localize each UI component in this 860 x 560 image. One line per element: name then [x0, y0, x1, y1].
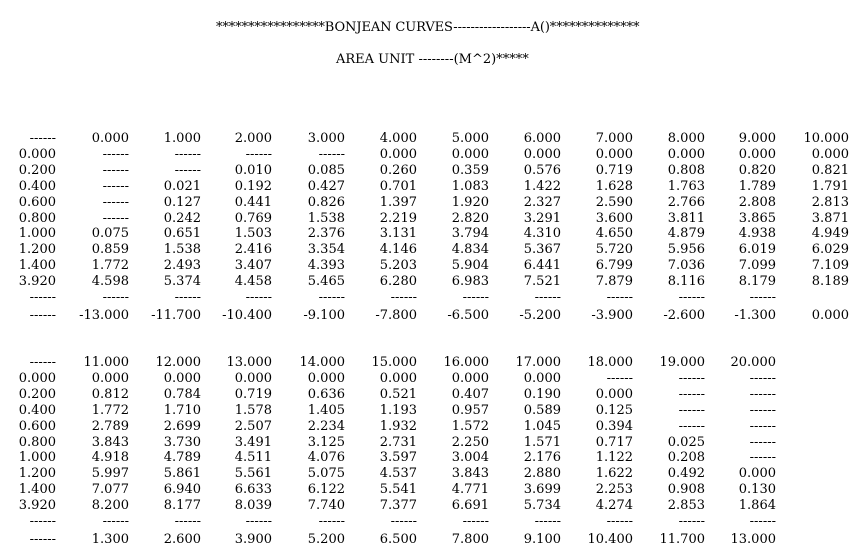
separator-cell: ------	[606, 514, 633, 529]
column-header: 13.000	[226, 355, 272, 370]
table-cell: 4.458	[234, 274, 272, 290]
table-cell: 0.000	[523, 146, 561, 162]
separator-cell: ------	[390, 290, 417, 305]
table-cell: 6.280	[379, 274, 417, 290]
table-cell: 8.200	[91, 498, 129, 514]
table-cell: 1.571	[523, 434, 561, 450]
table-cell: 0.821	[811, 162, 849, 178]
table-cell: 4.918	[91, 450, 129, 466]
table-cell: 0.000	[163, 370, 201, 386]
row-label: 0.800	[18, 434, 56, 450]
table-cell: 0.000	[738, 146, 776, 162]
table-cell: 2.699	[163, 418, 201, 434]
column-header: 17.000	[515, 355, 561, 370]
table-cell: 1.538	[163, 242, 201, 258]
table-cell: 0.908	[667, 482, 705, 498]
footer-cell: -1.300	[734, 307, 776, 323]
column-header: 7.000	[595, 131, 633, 146]
footer-cell: -2.600	[663, 307, 705, 323]
table-cell: 1.193	[379, 402, 417, 418]
table-cell: 4.834	[451, 242, 489, 258]
table-cell: 0.359	[451, 162, 489, 178]
footer-cell: -10.400	[222, 307, 272, 323]
table-cell: ------	[102, 146, 129, 162]
table-cell: 5.075	[307, 466, 345, 482]
table-cell: 5.734	[523, 498, 561, 514]
table-cell: 0.000	[738, 466, 776, 482]
table-cell: ------	[678, 386, 705, 402]
table-cell: 0.427	[307, 178, 345, 194]
table-cell: 3.730	[163, 434, 201, 450]
table-cell: 0.190	[523, 386, 561, 402]
row-label: 1.400	[18, 258, 56, 274]
table-cell: 1.622	[595, 466, 633, 482]
table-cell: 3.843	[91, 434, 129, 450]
table-cell: 0.000	[91, 370, 129, 386]
table-cell: 0.125	[595, 402, 633, 418]
footer-cell: 10.400	[587, 531, 633, 547]
table-cell: 3.491	[234, 434, 272, 450]
footer-cell: -6.500	[447, 307, 489, 323]
table-cell: 4.789	[163, 450, 201, 466]
table-cell: 3.291	[523, 210, 561, 226]
table-cell: 4.598	[91, 274, 129, 290]
separator-cell: ------	[749, 514, 776, 529]
row-label: 0.400	[18, 178, 56, 194]
table-cell: 0.636	[307, 386, 345, 402]
table-cell: 0.000	[379, 370, 417, 386]
table-cell: ------	[174, 146, 201, 162]
column-header: 1.000	[163, 131, 201, 146]
row-label: 3.920	[18, 498, 56, 514]
table-cell: 3.407	[234, 258, 272, 274]
column-header: 11.000	[83, 355, 129, 370]
footer-cell: -11.700	[151, 307, 201, 323]
table-cell: 0.492	[667, 466, 705, 482]
table-cell: 2.327	[523, 194, 561, 210]
table-cell: 7.740	[307, 498, 345, 514]
table-cell: 3.004	[451, 450, 489, 466]
column-header: 12.000	[155, 355, 201, 370]
separator-cell: ------	[678, 514, 705, 529]
footer-cell: 1.300	[91, 531, 129, 547]
table-cell: ------	[678, 370, 705, 386]
table-cell: 0.025	[667, 434, 705, 450]
footer-cell: 2.600	[163, 531, 201, 547]
table-cell: ------	[678, 402, 705, 418]
table-cell: 5.465	[307, 274, 345, 290]
table-cell: 2.820	[451, 210, 489, 226]
table-cell: 0.589	[523, 402, 561, 418]
table-cell: 1.045	[523, 418, 561, 434]
table-cell: 7.109	[811, 258, 849, 274]
table-cell: ------	[102, 178, 129, 194]
table-cell: 0.000	[667, 146, 705, 162]
table-cell: ------	[749, 370, 776, 386]
table-cell: 2.880	[523, 466, 561, 482]
table-cell: 1.791	[811, 178, 849, 194]
footer-cell: -5.200	[519, 307, 561, 323]
table-cell: 5.374	[163, 274, 201, 290]
separator-cell: ------	[174, 290, 201, 305]
table-cell: 7.099	[738, 258, 776, 274]
column-header: 4.000	[379, 131, 417, 146]
table-cell: 7.521	[523, 274, 561, 290]
column-header: 5.000	[451, 131, 489, 146]
footer-cell: 7.800	[451, 531, 489, 547]
column-header: 15.000	[371, 355, 417, 370]
table-cell: 1.422	[523, 178, 561, 194]
column-header: 19.000	[659, 355, 705, 370]
separator-cell: ------	[749, 290, 776, 305]
table-cell: 2.766	[667, 194, 705, 210]
table-cell: 0.394	[595, 418, 633, 434]
table-cell: 1.763	[667, 178, 705, 194]
table-cell: 0.260	[379, 162, 417, 178]
table-cell: ------	[102, 162, 129, 178]
table-cell: 1.789	[738, 178, 776, 194]
row-label: 1.200	[18, 242, 56, 258]
table-cell: 0.826	[307, 194, 345, 210]
table-cell: 0.808	[667, 162, 705, 178]
header-corner: ------	[29, 131, 56, 146]
row-label: 1.000	[18, 226, 56, 242]
table-cell: 5.720	[595, 242, 633, 258]
separator-cell: ------	[462, 514, 489, 529]
table-cell: 1.628	[595, 178, 633, 194]
separator-cell: ------	[678, 290, 705, 305]
table-cell: 4.938	[738, 226, 776, 242]
row-label: 3.920	[18, 274, 56, 290]
table-cell: 5.367	[523, 242, 561, 258]
separator-cell: ------	[245, 514, 272, 529]
table-cell: 6.122	[307, 482, 345, 498]
table-cell: 2.416	[234, 242, 272, 258]
table-cell: 2.234	[307, 418, 345, 434]
footer-cell: 9.100	[523, 531, 561, 547]
column-header: 6.000	[523, 131, 561, 146]
footer-cell: 5.200	[307, 531, 345, 547]
column-header: 8.000	[667, 131, 705, 146]
table-cell: 0.127	[163, 194, 201, 210]
table-cell: 1.864	[738, 498, 776, 514]
table-cell: 1.538	[307, 210, 345, 226]
table-cell: 5.203	[379, 258, 417, 274]
table-cell: 1.772	[91, 258, 129, 274]
row-label: 1.000	[18, 450, 56, 466]
footer-cell: -9.100	[303, 307, 345, 323]
table-cell: 0.957	[451, 402, 489, 418]
table-cell: 0.820	[738, 162, 776, 178]
column-header: 20.000	[730, 355, 776, 370]
table-cell: 1.578	[234, 402, 272, 418]
column-header: 18.000	[587, 355, 633, 370]
row-label: 0.600	[18, 194, 56, 210]
table-cell: 0.407	[451, 386, 489, 402]
table-cell: 5.561	[234, 466, 272, 482]
column-header: 14.000	[299, 355, 345, 370]
table-cell: ------	[749, 434, 776, 450]
table-cell: 4.393	[307, 258, 345, 274]
table-cell: 3.131	[379, 226, 417, 242]
table-cell: ------	[749, 418, 776, 434]
separator-cell: ------	[102, 514, 129, 529]
table-cell: 1.932	[379, 418, 417, 434]
table-cell: 6.633	[234, 482, 272, 498]
table-cell: 0.000	[595, 146, 633, 162]
row-label: 0.000	[18, 370, 56, 386]
table-cell: ------	[102, 194, 129, 210]
row-label: 0.400	[18, 402, 56, 418]
table-cell: 6.799	[595, 258, 633, 274]
separator-label: ------	[29, 514, 56, 529]
table-cell: ------	[606, 370, 633, 386]
table-cell: 4.274	[595, 498, 633, 514]
table-cell: 3.843	[451, 466, 489, 482]
table-cell: 1.397	[379, 194, 417, 210]
table-cell: 2.507	[234, 418, 272, 434]
table-cell: 1.920	[451, 194, 489, 210]
table-cell: 0.719	[595, 162, 633, 178]
table-cell: 0.242	[163, 210, 201, 226]
footer-cell: 6.500	[379, 531, 417, 547]
table-cell: 0.010	[234, 162, 272, 178]
table-cell: 4.076	[307, 450, 345, 466]
table-cell: 0.208	[667, 450, 705, 466]
table-cell: 4.771	[451, 482, 489, 498]
table-cell: 5.956	[667, 242, 705, 258]
table-cell: 6.029	[811, 242, 849, 258]
table-cell: 1.710	[163, 402, 201, 418]
table-cell: 0.192	[234, 178, 272, 194]
table-cell: 4.310	[523, 226, 561, 242]
table-cell: ------	[749, 386, 776, 402]
table-cell: 0.000	[234, 370, 272, 386]
table-cell: 0.000	[811, 146, 849, 162]
column-header: 0.000	[91, 131, 129, 146]
row-label: 1.200	[18, 466, 56, 482]
table-cell: 0.859	[91, 242, 129, 258]
table-cell: 3.125	[307, 434, 345, 450]
table-cell: 0.000	[379, 146, 417, 162]
table-cell: 2.253	[595, 482, 633, 498]
column-header: 16.000	[443, 355, 489, 370]
table-cell: ------	[749, 402, 776, 418]
table-cell: 4.879	[667, 226, 705, 242]
separator-cell: ------	[245, 290, 272, 305]
table-cell: ------	[174, 162, 201, 178]
table-cell: 6.983	[451, 274, 489, 290]
table-cell: 3.871	[811, 210, 849, 226]
row-label: 0.200	[18, 386, 56, 402]
table-cell: 5.541	[379, 482, 417, 498]
table-cell: 2.176	[523, 450, 561, 466]
row-label: 0.200	[18, 162, 56, 178]
table-cell: 2.813	[811, 194, 849, 210]
table-cell: 6.019	[738, 242, 776, 258]
table-cell: 3.597	[379, 450, 417, 466]
row-label: 0.600	[18, 418, 56, 434]
table-cell: 4.949	[811, 226, 849, 242]
column-header: 2.000	[234, 131, 272, 146]
table-cell: 0.784	[163, 386, 201, 402]
table-cell: 0.085	[307, 162, 345, 178]
table-cell: 2.731	[379, 434, 417, 450]
table-cell: 0.021	[163, 178, 201, 194]
report-title: *****************BONJEAN CURVES------------------A()**************	[216, 20, 640, 35]
table-cell: 0.651	[163, 226, 201, 242]
table-cell: 1.503	[234, 226, 272, 242]
footer-cell: -3.900	[591, 307, 633, 323]
column-header: 3.000	[307, 131, 345, 146]
table-cell: 0.000	[451, 370, 489, 386]
table-cell: 7.036	[667, 258, 705, 274]
table-cell: 0.000	[523, 370, 561, 386]
table-cell: 0.000	[595, 386, 633, 402]
table-cell: 3.600	[595, 210, 633, 226]
separator-cell: ------	[318, 290, 345, 305]
row-label: 1.400	[18, 482, 56, 498]
separator-cell: ------	[318, 514, 345, 529]
table-cell: 2.219	[379, 210, 417, 226]
table-cell: 2.789	[91, 418, 129, 434]
table-cell: 1.083	[451, 178, 489, 194]
table-cell: ------	[102, 210, 129, 226]
table-cell: 7.377	[379, 498, 417, 514]
table-cell: 3.794	[451, 226, 489, 242]
table-cell: 6.691	[451, 498, 489, 514]
table-cell: 3.699	[523, 482, 561, 498]
column-header: 9.000	[738, 131, 776, 146]
table-cell: 0.130	[738, 482, 776, 498]
separator-cell: ------	[102, 290, 129, 305]
table-cell: 8.189	[811, 274, 849, 290]
table-cell: 6.940	[163, 482, 201, 498]
report-subtitle: AREA UNIT --------(M^2)*****	[336, 52, 529, 67]
table-cell: 0.812	[91, 386, 129, 402]
table-cell: 0.769	[234, 210, 272, 226]
table-cell: 2.493	[163, 258, 201, 274]
separator-cell: ------	[390, 514, 417, 529]
separator-cell: ------	[534, 290, 561, 305]
footer-label: ------	[29, 531, 56, 547]
footer-cell: 0.000	[811, 307, 849, 323]
separator-cell: ------	[606, 290, 633, 305]
table-cell: 4.537	[379, 466, 417, 482]
table-cell: 0.576	[523, 162, 561, 178]
table-cell: ------	[678, 418, 705, 434]
table-cell: 1.122	[595, 450, 633, 466]
table-cell: 0.000	[307, 370, 345, 386]
table-cell: 2.808	[738, 194, 776, 210]
table-cell: 8.039	[234, 498, 272, 514]
footer-cell: 13.000	[730, 531, 776, 547]
column-header: 10.000	[803, 131, 849, 146]
table-cell: 0.075	[91, 226, 129, 242]
table-cell: 5.904	[451, 258, 489, 274]
table-cell: ------	[749, 450, 776, 466]
table-cell: 8.116	[667, 274, 705, 290]
table-cell: 1.405	[307, 402, 345, 418]
row-label: 0.000	[18, 146, 56, 162]
footer-cell: 11.700	[659, 531, 705, 547]
table-cell: 3.865	[738, 210, 776, 226]
table-cell: 6.441	[523, 258, 561, 274]
table-cell: 0.441	[234, 194, 272, 210]
table-cell: 7.077	[91, 482, 129, 498]
table-cell: 5.861	[163, 466, 201, 482]
table-cell: 4.146	[379, 242, 417, 258]
table-cell: 3.354	[307, 242, 345, 258]
table-cell: 0.521	[379, 386, 417, 402]
table-cell: 0.717	[595, 434, 633, 450]
table-cell: 1.772	[91, 402, 129, 418]
footer-cell: 3.900	[234, 531, 272, 547]
table-cell: 0.719	[234, 386, 272, 402]
table-cell: 4.511	[234, 450, 272, 466]
separator-cell: ------	[174, 514, 201, 529]
table-cell: 2.853	[667, 498, 705, 514]
table-cell: 2.250	[451, 434, 489, 450]
table-cell: 1.572	[451, 418, 489, 434]
table-cell: 3.811	[667, 210, 705, 226]
table-cell: 7.879	[595, 274, 633, 290]
table-cell: 5.997	[91, 466, 129, 482]
header-corner: ------	[29, 355, 56, 370]
table-cell: 2.590	[595, 194, 633, 210]
table-cell: ------	[318, 146, 345, 162]
table-cell: 8.179	[738, 274, 776, 290]
table-cell: 2.376	[307, 226, 345, 242]
row-label: 0.800	[18, 210, 56, 226]
separator-cell: ------	[534, 514, 561, 529]
separator-cell: ------	[462, 290, 489, 305]
table-cell: 0.701	[379, 178, 417, 194]
table-cell: 8.177	[163, 498, 201, 514]
separator-label: ------	[29, 290, 56, 305]
footer-cell: -7.800	[375, 307, 417, 323]
table-cell: 0.000	[451, 146, 489, 162]
footer-label: ------	[29, 307, 56, 323]
table-cell: ------	[245, 146, 272, 162]
footer-cell: -13.000	[79, 307, 129, 323]
table-cell: 4.650	[595, 226, 633, 242]
